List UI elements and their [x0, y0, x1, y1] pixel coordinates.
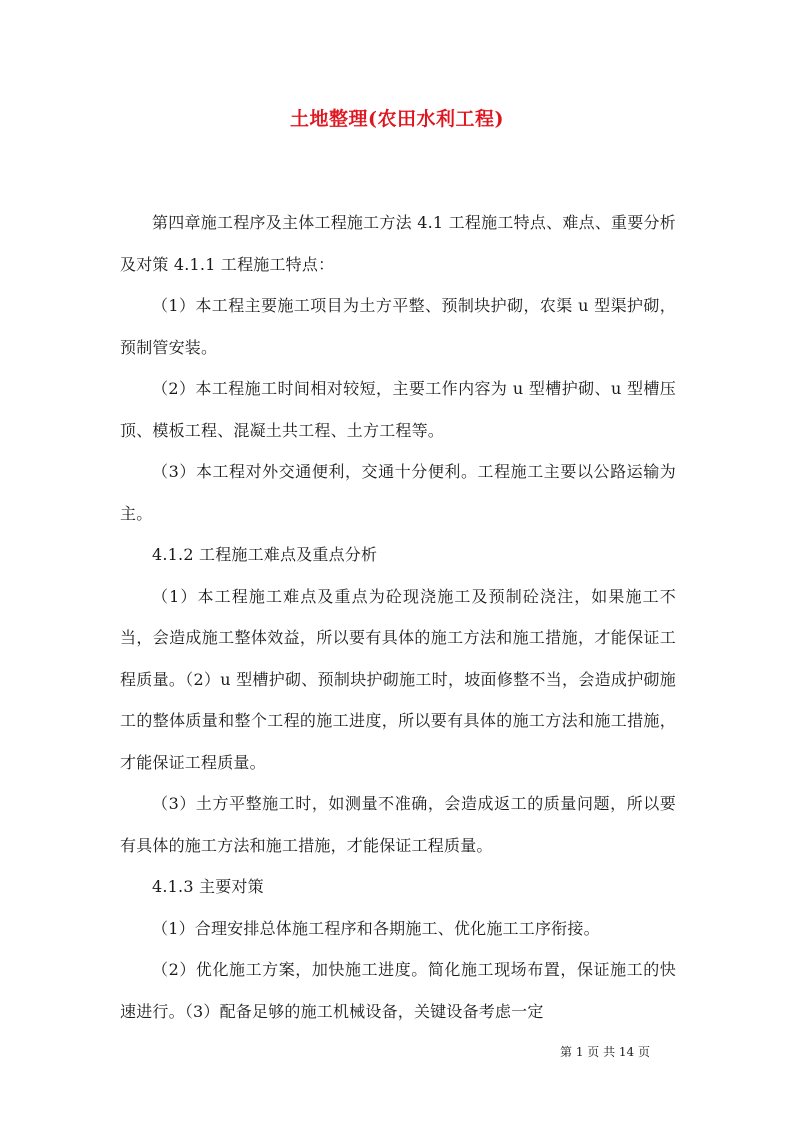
section-heading-4-1-3: 4.1.3 主要对策: [152, 877, 264, 896]
paragraph-feature-3: （3）本工程对外交通便利，交通十分便利。工程施工主要以公路运输为主。: [120, 462, 676, 523]
paragraph-measure-2: （2）优化施工方案，加快施工进度。简化施工现场布置，保证施工的快速进行。（3）配备足够的施工机械设备，关键设备考虑一定: [120, 960, 676, 1021]
document-title: 土地整理(农田水利工程): [290, 108, 504, 130]
paragraph-feature-1: （1）本工程主要施工项目为土方平整、预制块护砌，农渠 u 型渠护砌，预制管安装。: [120, 296, 676, 357]
paragraph-feature-2: （2）本工程施工时间相对较短，主要工作内容为 u 型槽护砌、u 型槽压顶、模板工程、混凝土共工程、土方工程等。: [120, 379, 676, 440]
paragraph-chapter-intro: 第四章施工程序及主体工程施工方法 4.1 工程施工特点、难点、重要分析及对策 4.1.1 工程施工特点：: [120, 213, 676, 274]
page-footer: 第 1 页 共 14 页: [560, 1045, 650, 1059]
paragraph-difficulty-3: （3）土方平整施工时，如测量不准确，会造成返工的质量问题，所以要有具体的施工方法和施工措施，才能保证工程质量。: [120, 794, 676, 855]
section-heading-4-1-2: 4.1.2 工程施工难点及重点分析: [152, 545, 378, 564]
paragraph-difficulty-1: （1）本工程施工难点及重点为砼现浇施工及预制砼浇注，如果施工不当，会造成施工整体效益，所以要有具体的施工方法和施工措施，才能保证工程质量。（2）u 型槽护砌、预制块护砌施工时，坡面修整不当，会造成护砌施工的整体质量和整个工程的施工进度，所以要有具体的施工方法和施工措施，才能保证工程质量。: [120, 586, 676, 772]
paragraph-measure-1: （1）合理安排总体施工程序和各期施工、优化施工工序衔接。: [152, 918, 600, 938]
document-body: [120, 202, 676, 1032]
